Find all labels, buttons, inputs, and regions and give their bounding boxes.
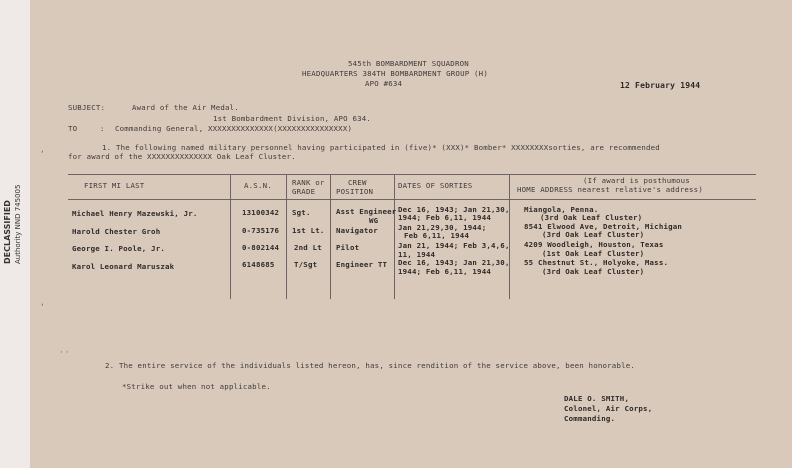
row-address: (3rd Oak Leaf Cluster) [540,213,643,222]
subject-text: Award of the Air Medal. [132,103,239,112]
row-address: Miangola, Penna. [524,205,599,214]
row-address: (3rd Oak Leaf Cluster) [542,230,645,239]
row-dates: 11, 1944 [398,250,436,259]
margin-mark: ‘ [41,303,44,313]
paragraph-2: 2. The entire service of the individuals listed hereon, has, since rendition of the service above, been honorable. [105,361,636,370]
signature-title: Colonel, Air Corps, [564,404,653,413]
document-date: 12 February 1944 [620,81,701,90]
row-dates: Feb 6,11, 1944 [404,231,470,240]
row-grade: T/Sgt [294,260,318,269]
row-position: Pilot [336,243,360,252]
subject-label: SUBJECT: [68,103,106,112]
row-dates: Jan 21,29,30, 1944; [398,223,487,232]
table-header-rule [68,199,756,200]
row-grade: 1st Lt. [292,226,325,235]
header-dates: DATES OF SORTIES [398,181,473,190]
table-top-rule [68,174,756,175]
to-label: TO [68,124,78,133]
table-column-divider [509,174,510,299]
paragraph-1-line-2: for award of the XXXXXXXXXXXXXX Oak Leaf Cluster. [68,152,296,161]
to-colon: : [100,124,105,133]
row-position: Engineer TT [336,260,388,269]
margin-mark: ‘ [41,150,44,160]
row-position: Asst Engineer [336,207,397,216]
declassified-stamp [0,160,30,270]
header-position-2: POSITION [336,187,374,196]
row-address: 4209 Woodleigh, Houston, Texas [524,240,664,249]
row-position: Navigator [336,226,378,235]
row-asn: 0-735176 [242,226,280,235]
signature-name: DALE O. SMITH, [564,394,630,403]
header-name: FIRST MI LAST [84,181,145,190]
table-column-divider [330,174,331,299]
row-position: WG [369,216,379,225]
stamp-authority: Authority NND 745005 [14,184,22,264]
row-name: Michael Henry Mazewski, Jr. [72,209,198,218]
signature-role: Commanding. [564,414,616,423]
row-asn: 6148685 [242,260,275,269]
row-address: (1st Oak Leaf Cluster) [542,249,645,258]
row-dates: Dec 16, 1943; Jan 21,30, [398,205,510,214]
row-asn: 13100342 [242,208,280,217]
row-address: (3rd Oak Leaf Cluster) [542,267,645,276]
header-address-1: (If award is posthumous [583,176,690,185]
row-asn: 0-802144 [242,243,280,252]
from-line: 1st Bombardment Division, APO 634. [213,114,372,123]
header-position-1: CREW [348,178,367,187]
document-page [30,0,792,468]
row-grade: 2nd Lt [294,243,322,252]
header-asn: A.S.N. [244,181,272,190]
paragraph-1-line-1: 1. The following named military personnel having participated in (five)* (XXX)* Bomber* XXXXXXXXsorties, are recommended [102,143,660,152]
row-dates: 1944; Feb 6,11, 1944 [398,213,491,222]
table-column-divider [230,174,231,299]
row-address: 55 Chestnut St., Holyoke, Mass. [524,258,669,267]
group-heading: HEADQUARTERS 384TH BOMBARDMENT GROUP (H) [302,69,488,78]
header-grade-2: GRADE [292,187,316,196]
row-dates: Dec 16, 1943; Jan 21,30, [398,258,510,267]
table-column-divider [286,174,287,299]
margin-mark: · · [60,348,69,358]
header-grade-1: RANK or [292,178,325,187]
row-dates: 1944; Feb 6,11, 1944 [398,267,491,276]
row-address: 8541 Elwood Ave, Detroit, Michigan [524,222,683,231]
row-name: George I. Poole, Jr. [72,244,165,253]
table-column-divider [394,174,395,299]
row-name: Harold Chester Groh [72,227,161,236]
row-grade: Sgt. [292,208,311,217]
row-name: Karol Leonard Maruszak [72,262,175,271]
to-text: Commanding General, XXXXXXXXXXXXXX(XXXXXXXXXXXXXXX) [115,124,353,133]
footnote: *Strike out when not applicable. [122,382,271,391]
header-address-2: HOME ADDRESS nearest relative's address) [517,185,703,194]
squadron-heading: 545th BOMBARDMENT SQUADRON [348,59,469,68]
stamp-title: DECLASSIFIED [3,200,12,264]
row-dates: Jan 21, 1944; Feb 3,4,6, [398,241,510,250]
apo-heading: APO #634 [365,79,403,88]
